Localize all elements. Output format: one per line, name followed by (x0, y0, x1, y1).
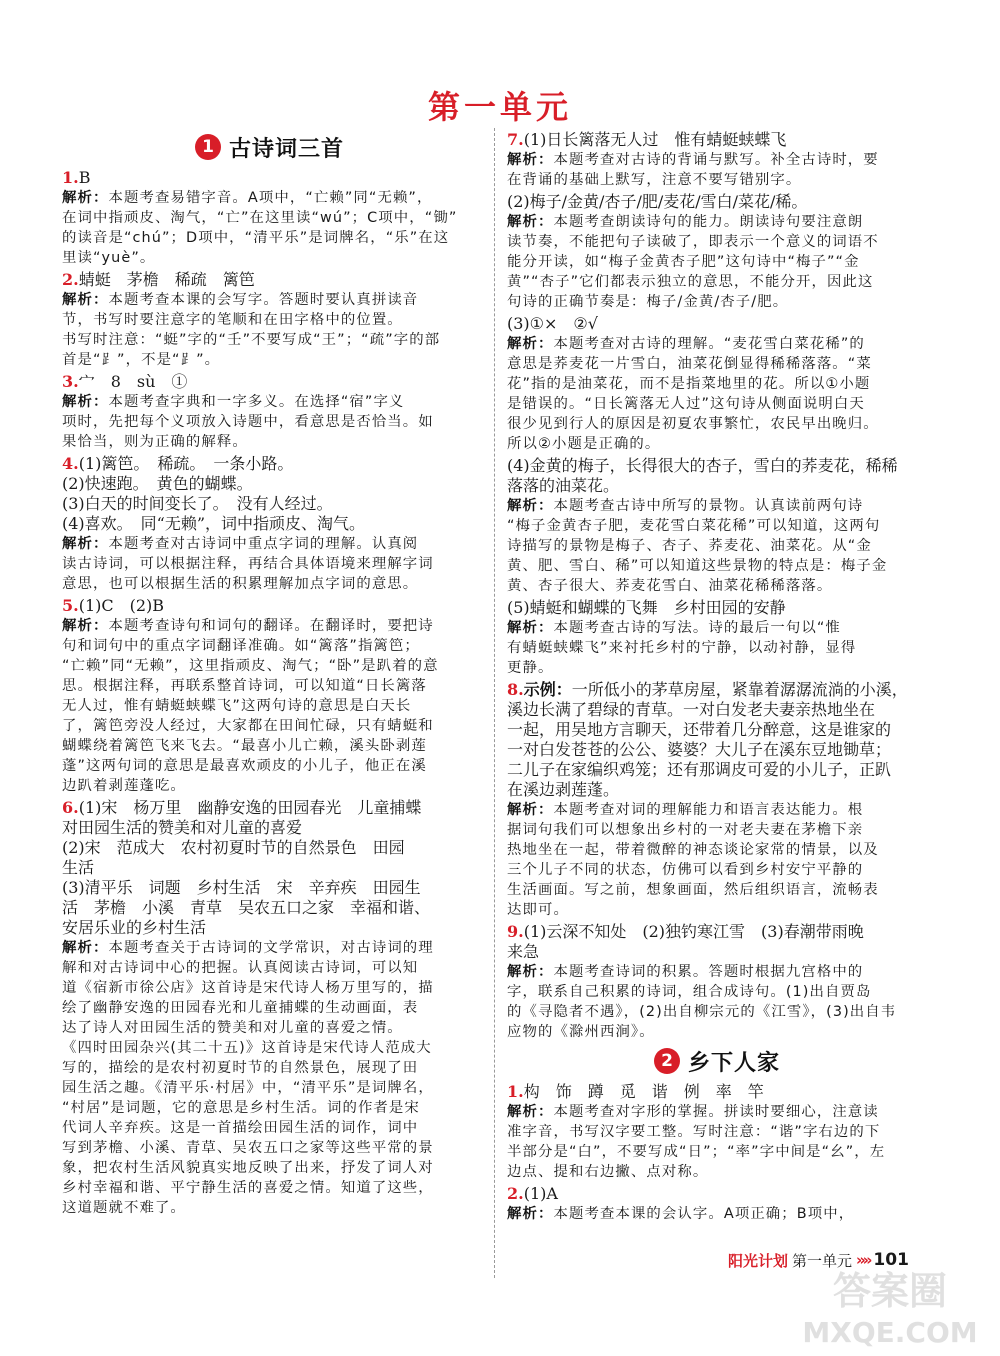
question-number: 6. (62, 798, 79, 817)
explanation-text: 本题考查古诗中所写的景物。认真读前两句诗 (553, 498, 864, 514)
explanation-text: 写的，描绘的是农村初夏时节的自然景色，展现了田 (62, 1060, 419, 1076)
explanation-line (62, 1078, 477, 1098)
explanation-text: 蝴蝶绕着篱笆飞来飞去。“最喜小儿亡赖，溪头卧剥莲 (62, 738, 427, 754)
explanation-label: 解析： (507, 336, 554, 352)
explanation-text: 代词人辛弃疾。这是一首描绘田园生活的词作，词中 (62, 1120, 419, 1136)
explanation-text: 写到茅檐、小溪、青草、吴农五口之家等这些平常的景 (62, 1140, 434, 1156)
answer-line (507, 1184, 927, 1204)
answer-text: (1)篱笆。 稀疏。 一条小路。 (78, 454, 294, 473)
explanation-line (62, 330, 477, 350)
answer-line (62, 898, 477, 918)
explanation-line (507, 414, 927, 434)
explanation-text: 读节奏，不能把句子读破了，即表示一个意义的词语不 (507, 234, 879, 250)
answer-text: (5)蜻蜓和蝴蝶的飞舞 乡村田园的安静 (507, 598, 786, 617)
lesson-number-badge: 2 (654, 1048, 680, 1074)
explanation-line (507, 638, 927, 658)
answer-text: 生活 (62, 858, 95, 877)
explanation-text: 本题考查易错字音。A项中，“亡赖”同“无赖”， (108, 190, 433, 206)
explanation-text: 在词中指顽皮、淘气，“亡”在这里读“wú”；C项中，“锄” (62, 210, 458, 226)
explanation-line (62, 310, 477, 330)
explanation-line (507, 618, 927, 638)
explanation-text: “梅子金黄杏子肥，麦花雪白菜花稀”可以知道，这两句 (507, 518, 881, 534)
answer-text: (1)日长篱落无人过 惟有蜻蜓蛱蝶飞 (523, 130, 787, 149)
explanation-text: 本题考查对词的理解能力和语言表达能力。根 (553, 802, 864, 818)
lesson-heading (507, 1044, 927, 1078)
question-number: 8. (507, 680, 524, 699)
answer-text: (3)①× ②√ (507, 314, 598, 333)
explanation-line (507, 820, 927, 840)
explanation-text: 应物的《滁州西涧》。 (507, 1024, 655, 1040)
explanation-text: 这道题就不难了。 (62, 1200, 186, 1216)
answer-line (62, 818, 477, 838)
explanation-text: 节，书写时要注意字的笔顺和在田字格中的位置。 (62, 312, 403, 328)
answer-line (62, 858, 477, 878)
explanation-line (62, 656, 477, 676)
explanation-text: 有蜻蜓蛱蝶飞”来衬托乡村的宁静，以动衬静，显得 (507, 640, 857, 656)
explanation-label: 解析： (507, 498, 554, 514)
explanation-line (507, 982, 927, 1002)
explanation-text: 生活画面。写之前，想象画面，然后组织语言，流畅表 (507, 882, 879, 898)
explanation-text: 热地坐在一起，带着微醉的神态谈论家常的情景，以及 (507, 842, 879, 858)
answer-line (62, 838, 477, 858)
explanation-label: 解析： (62, 394, 109, 410)
explanation-line (507, 900, 927, 920)
answer-text: (1)云深不知处 (2)独钓寒江雪 (3)春潮带雨晚 (523, 922, 864, 941)
lesson-title: 古诗词三首 (228, 136, 344, 162)
explanation-line (507, 252, 927, 272)
question-block (507, 192, 927, 312)
explanation-line (62, 432, 477, 452)
question-block (62, 798, 477, 1218)
explanation-text: 在背诵的基础上默写，注意不要写错别字。 (507, 172, 802, 188)
explanation-line (62, 998, 477, 1018)
explanation-text: 乡村幸福和谐、平宁静生活的喜爱之情。知道了这些， (62, 1180, 434, 1196)
answer-line (507, 760, 927, 780)
explanation-text: 蓬”这两句词的意思是最喜欢顽皮的小儿子，他正在溪 (62, 758, 427, 774)
explanation-text: 意思，也可以根据生活的积累理解加点字词的意思。 (62, 576, 419, 592)
question-number: 2. (62, 270, 79, 289)
question-block (507, 456, 927, 596)
explanation-line (507, 496, 927, 516)
left-column (62, 130, 477, 1220)
explanation-text: 《四时田园杂兴(其二十五)》这首诗是宋代诗人范成大 (62, 1040, 432, 1056)
answer-line (62, 918, 477, 938)
explanation-line (507, 374, 927, 394)
explanation-line (507, 576, 927, 596)
explanation-line (62, 958, 477, 978)
question-block (507, 598, 927, 678)
question-block (507, 680, 927, 920)
question-number: 1. (62, 168, 79, 187)
explanation-line (62, 228, 477, 248)
explanation-text: 的读音是“chú”；D项中，“清平乐”是词牌名，“乐”在这 (62, 230, 450, 246)
explanation-text: 能分开读，如“梅子金黄杏子肥”这句诗中“梅子”“金 (507, 254, 860, 270)
answer-line (507, 922, 927, 942)
explanation-text: 诗描写的景物是梅子、杏子、荞麦花、油菜花。从“金 (507, 538, 872, 554)
explanation-text: 首是“⻊”，不是“⻊”。 (62, 352, 221, 368)
explanation-text: 本题考查本课的会认字。A项正确；B项中， (553, 1206, 855, 1222)
explanation-text: 本题考查诗词的积累。答题时根据九宫格中的 (553, 964, 864, 980)
explanation-text: 本题考查对古诗的理解。“麦花雪白菜花稀”的 (553, 336, 865, 352)
explanation-line (507, 212, 927, 232)
explanation-line (507, 354, 927, 374)
explanation-text: “村居”是词题，它的意思是乡村生活。词的作者是宋 (62, 1100, 420, 1116)
explanation-line (62, 350, 477, 370)
explanation-line (62, 736, 477, 756)
question-number: 9. (507, 922, 524, 941)
explanation-line (507, 434, 927, 454)
explanation-line (62, 1098, 477, 1118)
answer-text: 落落的油菜花。 (507, 476, 620, 495)
explanation-text: 本题考查对古诗词中重点字词的理解。认真阅 (108, 536, 419, 552)
explanation-line (62, 188, 477, 208)
explanation-text: 很少见到行人的原因是初夏农事繁忙，农民早出晚归。 (507, 416, 879, 432)
explanation-line (62, 1178, 477, 1198)
explanation-text: 据词句我们可以想象出乡村的一对老夫妻在茅檐下亲 (507, 822, 864, 838)
explanation-label: 解析： (507, 214, 554, 230)
answer-line (507, 942, 927, 962)
explanation-text: 句诗的正确节奏是：梅子/金黄/杏子/肥。 (507, 294, 789, 310)
explanation-text: 读古诗词，可以根据注释，再结合具体语境来理解字词 (62, 556, 434, 572)
explanation-line (507, 150, 927, 170)
question-block (62, 270, 477, 370)
footer-brand: 阳光计划 (728, 1251, 789, 1270)
explanation-line (62, 776, 477, 796)
explanation-text: 黄”“杏子”它们都表示独立的意思，不能分开，因此这 (507, 274, 874, 290)
explanation-line (62, 676, 477, 696)
answer-text: 一对白发苍苍的公公、婆婆？大儿子在溪东豆地锄草； (507, 740, 892, 759)
answer-line (507, 740, 927, 760)
answer-text: 一所低小的茅草房屋，紧靠着潺潺流淌的小溪， (571, 680, 908, 699)
explanation-line (507, 1204, 927, 1224)
answer-text: 构 饰 蹲 觅 谐 例 率 竿 (523, 1082, 764, 1101)
explanation-line (62, 1118, 477, 1138)
explanation-line (507, 334, 927, 354)
answer-text: 二儿子在家编织鸡笼；还有那调皮可爱的小儿子，正趴 (507, 760, 892, 779)
explanation-label: 解析： (507, 1206, 554, 1222)
explanation-line (507, 516, 927, 536)
explanation-text: “亡赖”同“无赖”，这里指顽皮、淘气；“卧”是趴着的意 (62, 658, 439, 674)
answer-line (62, 270, 477, 290)
explanation-text: 花”指的是油菜花，而不是指菜地里的花。所以①小题 (507, 376, 871, 392)
explanation-text: 本题考查关于古诗词的文学常识，对古诗词的理 (108, 940, 434, 956)
explanation-line (62, 290, 477, 310)
answer-text: (3)白天的时间变长了。 没有人经过。 (62, 494, 333, 513)
explanation-text: 句和词句中的重点字词翻译准确。如“篱落”指篱笆； (62, 638, 420, 654)
explanation-line (62, 534, 477, 554)
explanation-line (507, 1022, 927, 1042)
explanation-text: 绘了幽静安逸的田园春光和儿童捕蝶的生动画面，表 (62, 1000, 419, 1016)
answer-line (62, 494, 477, 514)
explanation-text: 本题考查字典和一字多义。在选择“宿”字义 (108, 394, 405, 410)
explanation-text: 本题考查对字形的掌握。拼读时要细心，注意读 (553, 1104, 879, 1120)
explanation-line (62, 1018, 477, 1038)
answer-text: 活 茅檐 小溪 青草 吴农五口之家 幸福和谐、 (62, 898, 431, 917)
lesson-title: 乡下人家 (687, 1050, 780, 1076)
explanation-line (507, 800, 927, 820)
explanation-text: 本题考查本课的会写字。答题时要认真拼读音 (108, 292, 419, 308)
explanation-label: 解析： (507, 620, 554, 636)
explanation-text: 了，篱笆旁没人经过，大家都在田间忙碌，只有蜻蜓和 (62, 718, 434, 734)
answer-text: 溪边长满了碧绿的青草。一对白发老夫妻亲热地坐在 (507, 700, 876, 719)
question-block (507, 314, 927, 454)
answer-text: (2)梅子/金黄/杏子/肥/麦花/雪白/菜花/稀。 (507, 192, 808, 211)
explanation-line (507, 860, 927, 880)
answer-line (507, 780, 927, 800)
explanation-text: 果恰当，则为正确的解释。 (62, 434, 248, 450)
question-block (507, 922, 927, 1042)
answer-line (507, 598, 927, 618)
answer-text: (1)C (2)B (78, 596, 165, 615)
chevron-right-icon: »» (856, 1251, 870, 1269)
explanation-line (507, 1122, 927, 1142)
answer-text: 安居乐业的乡村生活 (62, 918, 207, 937)
answer-line (507, 476, 927, 496)
explanation-text: 园生活之趣。《清平乐·村居》中，“清平乐”是词牌名， (62, 1080, 434, 1096)
explanation-line (62, 554, 477, 574)
explanation-text: 黄、肥、雪白、稀”可以知道这些景物的特点是：梅子金 (507, 558, 888, 574)
answer-text: (1)A (523, 1184, 558, 1203)
question-block (62, 596, 477, 796)
explanation-text: 边点、提和右边撇、点对称。 (507, 1164, 709, 1180)
explanation-label: 解析： (62, 618, 109, 634)
explanation-text: 是错误的。“日长篱落无人过”这句诗从侧面说明白天 (507, 396, 865, 412)
explanation-line (62, 716, 477, 736)
explanation-text: 达了诗人对田园生活的赞美和对儿童的喜爱之情。 (62, 1020, 403, 1036)
explanation-text: 无人过，惟有蜻蜓蛱蝶飞”这两句诗的意思是白天长 (62, 698, 412, 714)
explanation-label: 解析： (62, 190, 109, 206)
explanation-line (507, 272, 927, 292)
explanation-line (507, 170, 927, 190)
explanation-text: 象，把农村生活风貌真实地反映了出来，抒发了词人对 (62, 1160, 434, 1176)
question-number: 2. (507, 1184, 524, 1203)
answer-line (507, 700, 927, 720)
answer-text: 对田园生活的赞美和对儿童的喜爱 (62, 818, 303, 837)
explanation-text: 黄、杏子很大、荞麦花雪白、油菜花稀稀落落。 (507, 578, 833, 594)
answer-text: (2)快速跑。 黄色的蝴蝶。 (62, 474, 253, 493)
answer-line (507, 720, 927, 740)
explanation-label: 解析： (62, 292, 109, 308)
explanation-line (507, 1002, 927, 1022)
answer-line (62, 474, 477, 494)
explanation-line (507, 962, 927, 982)
question-number: 4. (62, 454, 79, 473)
answer-line (507, 680, 927, 700)
explanation-line (62, 392, 477, 412)
example-label: 示例： (523, 680, 572, 699)
explanation-text: 所以②小题是正确的。 (507, 436, 661, 452)
explanation-label: 解析： (62, 536, 109, 552)
explanation-line (62, 756, 477, 776)
explanation-text: 本题考查诗句和词句的翻译。在翻译时，要把诗 (108, 618, 434, 634)
answer-text: (4)喜欢。 同“无赖”，词中指顽皮、淘气。 (62, 514, 366, 533)
explanation-text: 项时，先把每个义项放入诗题中，看意思是否恰当。如 (62, 414, 434, 430)
explanation-line (507, 556, 927, 576)
explanation-label: 解析： (62, 940, 109, 956)
explanation-text: 书写时注意：“蜓”字的“壬”不要写成“王”；“疏”字的部 (62, 332, 441, 348)
explanation-text: 的《寻隐者不遇》，(2)出自柳宗元的《江雪》，(3)出自韦 (507, 1004, 897, 1020)
explanation-line (507, 658, 927, 678)
answer-line (62, 596, 477, 616)
answer-text: 蜻蜓 茅檐 稀疏 篱笆 (78, 270, 255, 289)
explanation-line (507, 1102, 927, 1122)
explanation-label: 解析： (507, 152, 554, 168)
explanation-line (507, 292, 927, 312)
page-number: 101 (873, 1250, 909, 1270)
lesson-heading (62, 130, 477, 164)
explanation-line (507, 536, 927, 556)
question-block (507, 130, 927, 190)
question-number: 7. (507, 130, 524, 149)
unit-title: 第一单元 (427, 88, 572, 126)
answer-text: B (78, 168, 91, 187)
answer-line (62, 454, 477, 474)
question-block (507, 1082, 927, 1182)
explanation-text: 解和对古诗词中心的把握。认真阅读古诗词，可以知 (62, 960, 419, 976)
explanation-line (62, 636, 477, 656)
explanation-text: 三个儿子不同的状态，仿佛可以看到乡村安宁平静的 (507, 862, 864, 878)
question-block (62, 372, 477, 452)
watermark-url: MXQE.COM (802, 1316, 978, 1349)
question-number: 3. (62, 372, 79, 391)
explanation-line (62, 208, 477, 228)
question-block (62, 454, 477, 594)
answer-text: 宀 8 sù ① (78, 372, 188, 391)
answer-text: 来急 (507, 942, 540, 961)
answer-text: (1)宋 杨万里 幽静安逸的田园春光 儿童捕蝶 (78, 798, 422, 817)
explanation-text: 道《宿新市徐公店》这首诗是宋代诗人杨万里写的，描 (62, 980, 434, 996)
explanation-text: 字，联系自己积累的诗词，组合成诗句。(1)出自贾岛 (507, 984, 872, 1000)
explanation-line (62, 978, 477, 998)
explanation-line (62, 412, 477, 432)
explanation-line (62, 1158, 477, 1178)
answer-line (507, 130, 927, 150)
answer-line (62, 372, 477, 392)
explanation-line (62, 1138, 477, 1158)
explanation-text: 本题考查古诗的写法。诗的最后一句以“惟 (553, 620, 841, 636)
explanation-text: 本题考查朗读诗句的能力。朗读诗句要注意朗 (553, 214, 864, 230)
explanation-text: 半部分是“白”，不要写成“日”；“率”字中间是“幺”，左 (507, 1144, 886, 1160)
answer-line (507, 456, 927, 476)
explanation-text: 准字音，书写汉字要工整。写时注意：“谐”字右边的下 (507, 1124, 881, 1140)
question-block (507, 1184, 927, 1224)
answer-line (62, 514, 477, 534)
column-divider (494, 128, 495, 1278)
watermark-logo (790, 1262, 995, 1352)
explanation-text: 意思是荞麦花一片雪白，油菜花倒显得稀稀落落。“菜 (507, 356, 872, 372)
answer-text: 在溪边剥莲蓬。 (507, 780, 620, 799)
answer-line (507, 192, 927, 212)
answer-text: (4)金黄的梅子，长得很大的杏子，雪白的荞麦花，稀稀 (507, 456, 898, 475)
explanation-text: 里读“yuè”。 (62, 250, 156, 266)
explanation-line (507, 232, 927, 252)
explanation-line (62, 248, 477, 268)
explanation-line (62, 574, 477, 594)
explanation-text: 边趴着剥莲蓬吃。 (62, 778, 186, 794)
explanation-label: 解析： (507, 802, 554, 818)
answer-line (62, 168, 477, 188)
answer-line (507, 314, 927, 334)
explanation-line (507, 1162, 927, 1182)
explanation-line (62, 1038, 477, 1058)
explanation-line (62, 1198, 477, 1218)
explanation-line (507, 1142, 927, 1162)
watermark-text: 答案圈 (832, 1269, 948, 1313)
explanation-text: 更静。 (507, 660, 554, 676)
question-block (62, 168, 477, 268)
explanation-line (62, 1058, 477, 1078)
explanation-line (507, 394, 927, 414)
explanation-label: 解析： (507, 1104, 554, 1120)
answer-line (62, 798, 477, 818)
answer-line (62, 878, 477, 898)
explanation-label: 解析： (507, 964, 554, 980)
answer-text: (2)宋 范成大 农村初夏时节的自然景色 田园 (62, 838, 405, 857)
explanation-text: 达即可。 (507, 902, 569, 918)
question-number: 1. (507, 1082, 524, 1101)
explanation-line (62, 696, 477, 716)
explanation-text: 本题考查对古诗的背诵与默写。补全古诗时，要 (553, 152, 879, 168)
right-column (507, 130, 927, 1226)
answer-line (507, 1082, 927, 1102)
answer-text: (3)清平乐 词题 乡村生活 宋 辛弃疾 田园生 (62, 878, 421, 897)
answer-text: 一起，用吴地方言聊天，还带着几分醉意，这是谁家的 (507, 720, 892, 739)
explanation-line (507, 880, 927, 900)
explanation-text: 思。根据注释，再联系整首诗词，可以知道“日长篱落 (62, 678, 427, 694)
explanation-line (62, 616, 477, 636)
lesson-number-badge: 1 (195, 134, 221, 160)
explanation-line (62, 938, 477, 958)
explanation-line (507, 840, 927, 860)
footer-unit: 第一单元 (792, 1251, 853, 1270)
question-number: 5. (62, 596, 79, 615)
